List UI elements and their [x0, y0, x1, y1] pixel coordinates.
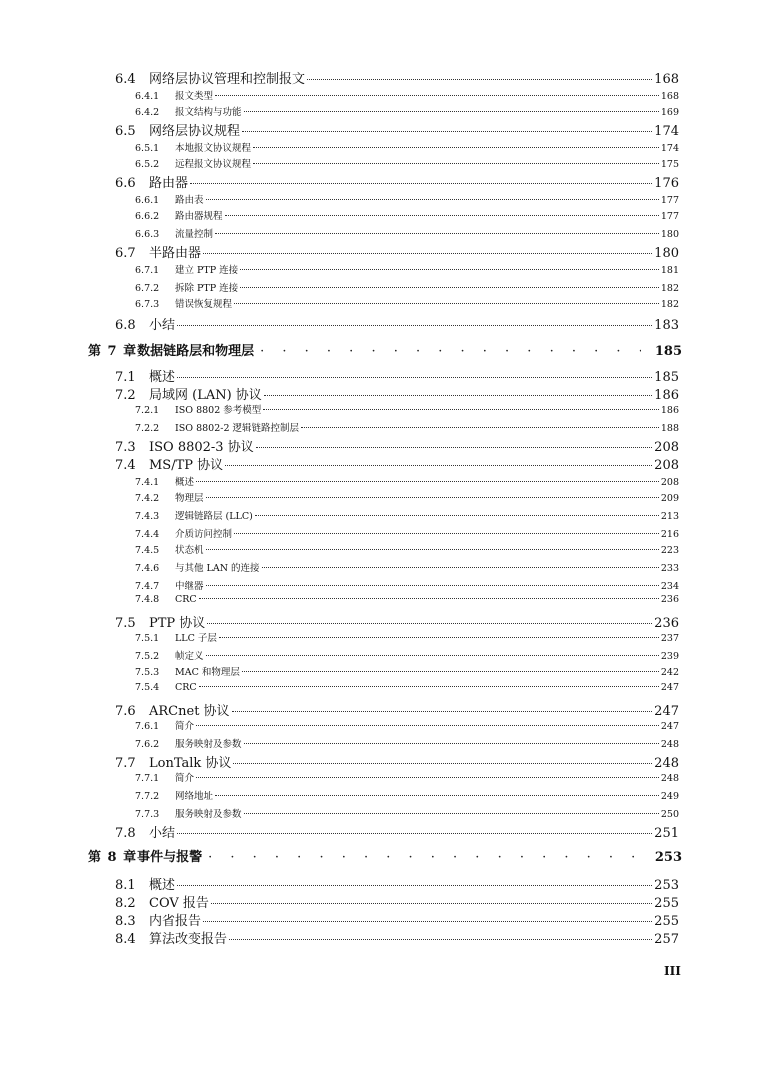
toc-entry-page-number: 250 — [660, 809, 679, 820]
toc-entry-title: 概述 — [175, 477, 195, 488]
toc-section-entry — [115, 752, 679, 770]
toc-entry-page-number: 247 — [660, 721, 679, 732]
toc-entry-number: 6.6.1 — [135, 195, 160, 206]
toc-entry-number: 6.5.1 — [135, 143, 160, 154]
toc-entry-title: 事件与报警 — [137, 850, 203, 865]
toc-entry-number: 7.4 — [115, 458, 136, 473]
toc-entry-page-number: 234 — [660, 581, 679, 592]
toc-entry-number: 8.3 — [115, 914, 136, 929]
toc-entry-page-number: 174 — [660, 143, 679, 154]
toc-entry-page-number: 180 — [654, 246, 679, 261]
toc-subsection-entry — [135, 578, 679, 594]
dot-leader — [196, 481, 659, 482]
toc-entry-page-number: 176 — [654, 176, 679, 191]
dot-leader — [177, 833, 652, 834]
toc-entry-page-number: 248 — [654, 756, 679, 771]
toc-entry-title: 服务映射及参数 — [175, 809, 242, 820]
toc-entry-title: ISO 8802-3 协议 — [149, 440, 254, 455]
toc-entry-page-number: 223 — [660, 545, 679, 556]
toc-entry-page-number: 236 — [654, 616, 679, 631]
dot-leader — [177, 325, 652, 326]
dot-leader — [196, 777, 659, 778]
dot-leader — [206, 199, 659, 200]
toc-entry-title: LonTalk 协议 — [149, 756, 232, 771]
toc-section-entry — [115, 366, 679, 384]
toc-entry-number: 7.7.1 — [135, 773, 160, 784]
toc-entry-title: 算法改变报告 — [149, 932, 228, 947]
toc-entry-page-number: 239 — [660, 651, 679, 662]
toc-entry-number: 7.4.1 — [135, 477, 160, 488]
toc-section-entry — [115, 612, 679, 630]
toc-entry-title: 物理层 — [175, 493, 204, 504]
toc-subsection-entry — [135, 594, 679, 610]
toc-entry-title: ARCnet 协议 — [149, 704, 230, 719]
toc-entry-number: 7.7.2 — [135, 791, 160, 802]
toc-entry-title: 数据链路层和物理层 — [137, 344, 255, 359]
toc-entry-number: 6.7 — [115, 246, 136, 261]
toc-entry-page-number: 177 — [660, 211, 679, 222]
toc-entry-number: 7.4.2 — [135, 493, 160, 504]
toc-section-entry — [115, 242, 679, 260]
toc-entry-number: 8.2 — [115, 896, 136, 911]
toc-entry-page-number: 249 — [660, 791, 679, 802]
dot-leader — [199, 598, 659, 599]
toc-entry-number: 6.5 — [115, 124, 136, 139]
toc-entry-number: 7.2 — [115, 388, 136, 403]
toc-subsection-entry — [135, 770, 679, 786]
toc-entry-page-number: 182 — [660, 299, 679, 310]
toc-subsection-entry — [135, 630, 679, 646]
toc-entry-page-number: 236 — [660, 594, 679, 605]
toc-entry-number: 8.4 — [115, 932, 136, 947]
toc-entry-number: 7.1 — [115, 370, 136, 385]
toc-entry-title: 中继器 — [175, 581, 204, 592]
toc-subsection-entry — [135, 490, 679, 506]
dot-leader — [215, 233, 659, 234]
toc-entry-title: 网络层协议规程 — [149, 124, 241, 139]
toc-entry-number: 6.8 — [115, 318, 136, 333]
toc-entry-page-number: 242 — [660, 667, 679, 678]
toc-entry-number: 7.5.2 — [135, 651, 160, 662]
toc-entry-number: 7.4.3 — [135, 511, 160, 522]
toc-section-entry — [115, 910, 679, 928]
toc-entry-title: 建立 PTP 连接 — [175, 265, 239, 276]
dot-leader — [255, 515, 659, 516]
toc-entry-page-number: 182 — [660, 283, 679, 294]
dot-leader — [256, 447, 652, 448]
toc-section-entry — [115, 822, 679, 840]
toc-entry-number: 7.4.7 — [135, 581, 160, 592]
dot-leader — [177, 377, 652, 378]
toc-entry-title: 概述 — [149, 370, 176, 385]
toc-entry-page-number: 177 — [660, 195, 679, 206]
dot-leader — [232, 711, 653, 712]
toc-section-entry — [115, 436, 679, 454]
toc-entry-title: 路由器规程 — [175, 211, 223, 222]
dot-leader — [244, 111, 659, 112]
toc-chapter-heading — [88, 340, 682, 362]
toc-entry-title: 流量控制 — [175, 229, 214, 240]
toc-entry-page-number: 168 — [660, 91, 679, 102]
toc-subsection-entry — [135, 192, 679, 208]
toc-entry-page-number: 233 — [660, 563, 679, 574]
toc-entry-number: 7.4.4 — [135, 529, 160, 540]
toc-entry-number: 7.6 — [115, 704, 136, 719]
toc-subsection-entry — [135, 788, 679, 804]
dot-leader — [208, 850, 641, 865]
toc-entry-title: 局域网 (LAN) 协议 — [149, 388, 262, 403]
toc-entry-title: 报文类型 — [175, 91, 214, 102]
toc-entry-title: 小结 — [149, 826, 176, 841]
toc-entry-number: 6.7.1 — [135, 265, 160, 276]
toc-entry-title: 本地报文协议规程 — [175, 143, 252, 154]
toc-entry-number: 7.5.1 — [135, 633, 160, 644]
toc-entry-page-number: 253 — [654, 850, 682, 865]
toc-entry-page-number: 181 — [660, 265, 679, 276]
dot-leader — [253, 147, 659, 148]
toc-subsection-entry — [135, 296, 679, 312]
dot-leader — [263, 409, 659, 410]
toc-subsection-entry — [135, 140, 679, 156]
toc-entry-title: COV 报告 — [149, 896, 209, 911]
toc-entry-page-number: 208 — [654, 458, 679, 473]
toc-entry-title: 网络地址 — [175, 791, 214, 802]
dot-leader — [301, 427, 659, 428]
toc-entry-title: 报文结构与功能 — [175, 107, 242, 118]
toc-subsection-entry — [135, 262, 679, 278]
dot-leader — [203, 253, 652, 254]
toc-entry-page-number: 188 — [660, 423, 679, 434]
toc-subsection-entry — [135, 508, 679, 524]
toc-subsection-entry — [135, 474, 679, 490]
toc-section-entry — [115, 314, 679, 332]
toc-entry-number: 6.7.3 — [135, 299, 160, 310]
dot-leader — [206, 497, 659, 498]
toc-entry-title: 拆除 PTP 连接 — [175, 283, 239, 294]
toc-entry-number: 6.4.2 — [135, 107, 160, 118]
toc-entry-number: 第 7 章 — [88, 344, 138, 359]
toc-entry-page-number: 208 — [654, 440, 679, 455]
toc-entry-page-number: 183 — [654, 318, 679, 333]
toc-subsection-entry — [135, 806, 679, 822]
dot-leader — [244, 813, 659, 814]
toc-entry-number: 8.1 — [115, 878, 136, 893]
toc-section-entry — [115, 928, 679, 946]
toc-section-entry — [115, 892, 679, 910]
toc-entry-page-number: 255 — [654, 914, 679, 929]
toc-entry-title: ISO 8802-2 逻辑链路控制层 — [175, 423, 300, 434]
toc-entry-number: 6.7.2 — [135, 283, 160, 294]
dot-leader — [206, 549, 659, 550]
toc-entry-page-number: 213 — [660, 511, 679, 522]
toc-entry-number: 7.6.1 — [135, 721, 160, 732]
toc-entry-page-number: 186 — [654, 388, 679, 403]
toc-subsection-entry — [135, 420, 679, 436]
toc-subsection-entry — [135, 280, 679, 296]
dot-leader — [240, 287, 659, 288]
toc-chapter-heading — [88, 846, 682, 868]
toc-entry-title: LLC 子层 — [175, 633, 217, 644]
dot-leader — [240, 269, 659, 270]
toc-entry-page-number: 247 — [660, 682, 679, 693]
toc-entry-title: 网络层协议管理和控制报文 — [149, 72, 306, 87]
toc-entry-number: 6.6 — [115, 176, 136, 191]
toc-subsection-entry — [135, 736, 679, 752]
toc-entry-number: 7.4.5 — [135, 545, 160, 556]
toc-entry-title: 与其他 LAN 的连接 — [175, 563, 260, 574]
toc-section-entry — [115, 120, 679, 138]
toc-entry-title: 状态机 — [175, 545, 204, 556]
dot-leader — [262, 567, 659, 568]
toc-entry-title: MS/TP 协议 — [149, 458, 224, 473]
toc-entry-page-number: 248 — [660, 773, 679, 784]
toc-entry-number: 7.2.2 — [135, 423, 160, 434]
toc-subsection-entry — [135, 156, 679, 172]
toc-entry-number: 7.4.8 — [135, 594, 160, 605]
toc-entry-page-number: 185 — [654, 370, 679, 385]
dot-leader — [234, 303, 659, 304]
toc-entry-page-number: 185 — [654, 344, 682, 359]
toc-entry-number: 7.4.6 — [135, 563, 160, 574]
toc-subsection-entry — [135, 526, 679, 542]
toc-section-entry — [115, 874, 679, 892]
toc-entry-title: CRC — [175, 682, 197, 693]
toc-subsection-entry — [135, 664, 679, 680]
toc-section-entry — [115, 700, 679, 718]
toc-subsection-entry — [135, 718, 679, 734]
dot-leader — [211, 903, 652, 904]
dot-leader — [233, 763, 652, 764]
toc-subsection-entry — [135, 402, 679, 418]
toc-subsection-entry — [135, 648, 679, 664]
dot-leader — [307, 79, 652, 80]
dot-leader — [215, 795, 659, 796]
dot-leader — [196, 725, 659, 726]
toc-entry-number: 7.5.3 — [135, 667, 160, 678]
toc-entry-number: 7.3 — [115, 440, 136, 455]
toc-subsection-entry — [135, 226, 679, 242]
toc-entry-page-number: 257 — [654, 932, 679, 947]
toc-entry-page-number: 251 — [654, 826, 679, 841]
toc-section-entry — [115, 384, 679, 402]
dot-leader — [190, 183, 652, 184]
toc-entry-number: 7.7.3 — [135, 809, 160, 820]
toc-entry-page-number: 168 — [654, 72, 679, 87]
toc-entry-number: 7.5 — [115, 616, 136, 631]
toc-entry-number: 6.4 — [115, 72, 136, 87]
toc-entry-title: 帧定义 — [175, 651, 204, 662]
toc-entry-title: 简介 — [175, 721, 195, 732]
toc-entry-title: ISO 8802 参考模型 — [175, 405, 262, 416]
toc-entry-title: 路由表 — [175, 195, 204, 206]
toc-entry-number: 6.4.1 — [135, 91, 160, 102]
toc-entry-page-number: 208 — [660, 477, 679, 488]
toc-entry-title: PTP 协议 — [149, 616, 206, 631]
toc-subsection-entry — [135, 682, 679, 698]
dot-leader — [206, 655, 659, 656]
toc-entry-title: 内省报告 — [149, 914, 202, 929]
toc-entry-page-number: 169 — [660, 107, 679, 118]
dot-leader — [253, 163, 659, 164]
dot-leader — [242, 671, 659, 672]
toc-subsection-entry — [135, 560, 679, 576]
toc-entry-number: 7.2.1 — [135, 405, 160, 416]
toc-entry-number: 7.6.2 — [135, 739, 160, 750]
toc-entry-number: 第 8 章 — [88, 850, 138, 865]
dot-leader — [206, 585, 659, 586]
dot-leader — [207, 623, 652, 624]
toc-entry-title: 简介 — [175, 773, 195, 784]
toc-entry-page-number: 186 — [660, 405, 679, 416]
toc-entry-page-number: 209 — [660, 493, 679, 504]
dot-leader — [229, 939, 652, 940]
toc-entry-page-number: 175 — [660, 159, 679, 170]
toc-entry-page-number: 237 — [660, 633, 679, 644]
toc-subsection-entry — [135, 88, 679, 104]
toc-entry-title: MAC 和物理层 — [175, 667, 240, 678]
toc-entry-page-number: 253 — [654, 878, 679, 893]
toc-entry-page-number: 255 — [654, 896, 679, 911]
toc-entry-title: 介质访问控制 — [175, 529, 233, 540]
toc-entry-title: 小结 — [149, 318, 176, 333]
toc-entry-title: 错误恢复规程 — [175, 299, 233, 310]
toc-entry-number: 7.7 — [115, 756, 136, 771]
toc-section-entry — [115, 454, 679, 472]
dot-leader — [199, 686, 659, 687]
toc-section-entry — [115, 68, 679, 86]
toc-entry-title: 远程报文协议规程 — [175, 159, 252, 170]
dot-leader — [234, 533, 659, 534]
toc-entry-number: 6.5.2 — [135, 159, 160, 170]
toc-entry-title: 路由器 — [149, 176, 189, 191]
toc-entry-title: 概述 — [149, 878, 176, 893]
toc-subsection-entry — [135, 104, 679, 120]
dot-leader — [260, 344, 641, 359]
page-number-footer: III — [664, 964, 681, 978]
dot-leader — [225, 465, 652, 466]
toc-entry-title: CRC — [175, 594, 197, 605]
toc-entry-number: 6.6.3 — [135, 229, 160, 240]
toc-entry-page-number: 180 — [660, 229, 679, 240]
dot-leader — [244, 743, 659, 744]
toc-entry-number: 7.5.4 — [135, 682, 160, 693]
toc-subsection-entry — [135, 542, 679, 558]
toc-entry-page-number: 216 — [660, 529, 679, 540]
toc-entry-page-number: 248 — [660, 739, 679, 750]
toc-entry-number: 7.8 — [115, 826, 136, 841]
toc-subsection-entry — [135, 208, 679, 224]
toc-entry-title: 半路由器 — [149, 246, 202, 261]
dot-leader — [215, 95, 659, 96]
dot-leader — [242, 131, 652, 132]
dot-leader — [177, 885, 652, 886]
dot-leader — [203, 921, 652, 922]
dot-leader — [219, 637, 659, 638]
dot-leader — [225, 215, 659, 216]
toc-entry-page-number: 247 — [654, 704, 679, 719]
toc-entry-title: 服务映射及参数 — [175, 739, 242, 750]
dot-leader — [264, 395, 652, 396]
toc-entry-title: 逻辑链路层 (LLC) — [175, 511, 253, 522]
toc-section-entry — [115, 172, 679, 190]
toc-entry-number: 6.6.2 — [135, 211, 160, 222]
toc-entry-page-number: 174 — [654, 124, 679, 139]
